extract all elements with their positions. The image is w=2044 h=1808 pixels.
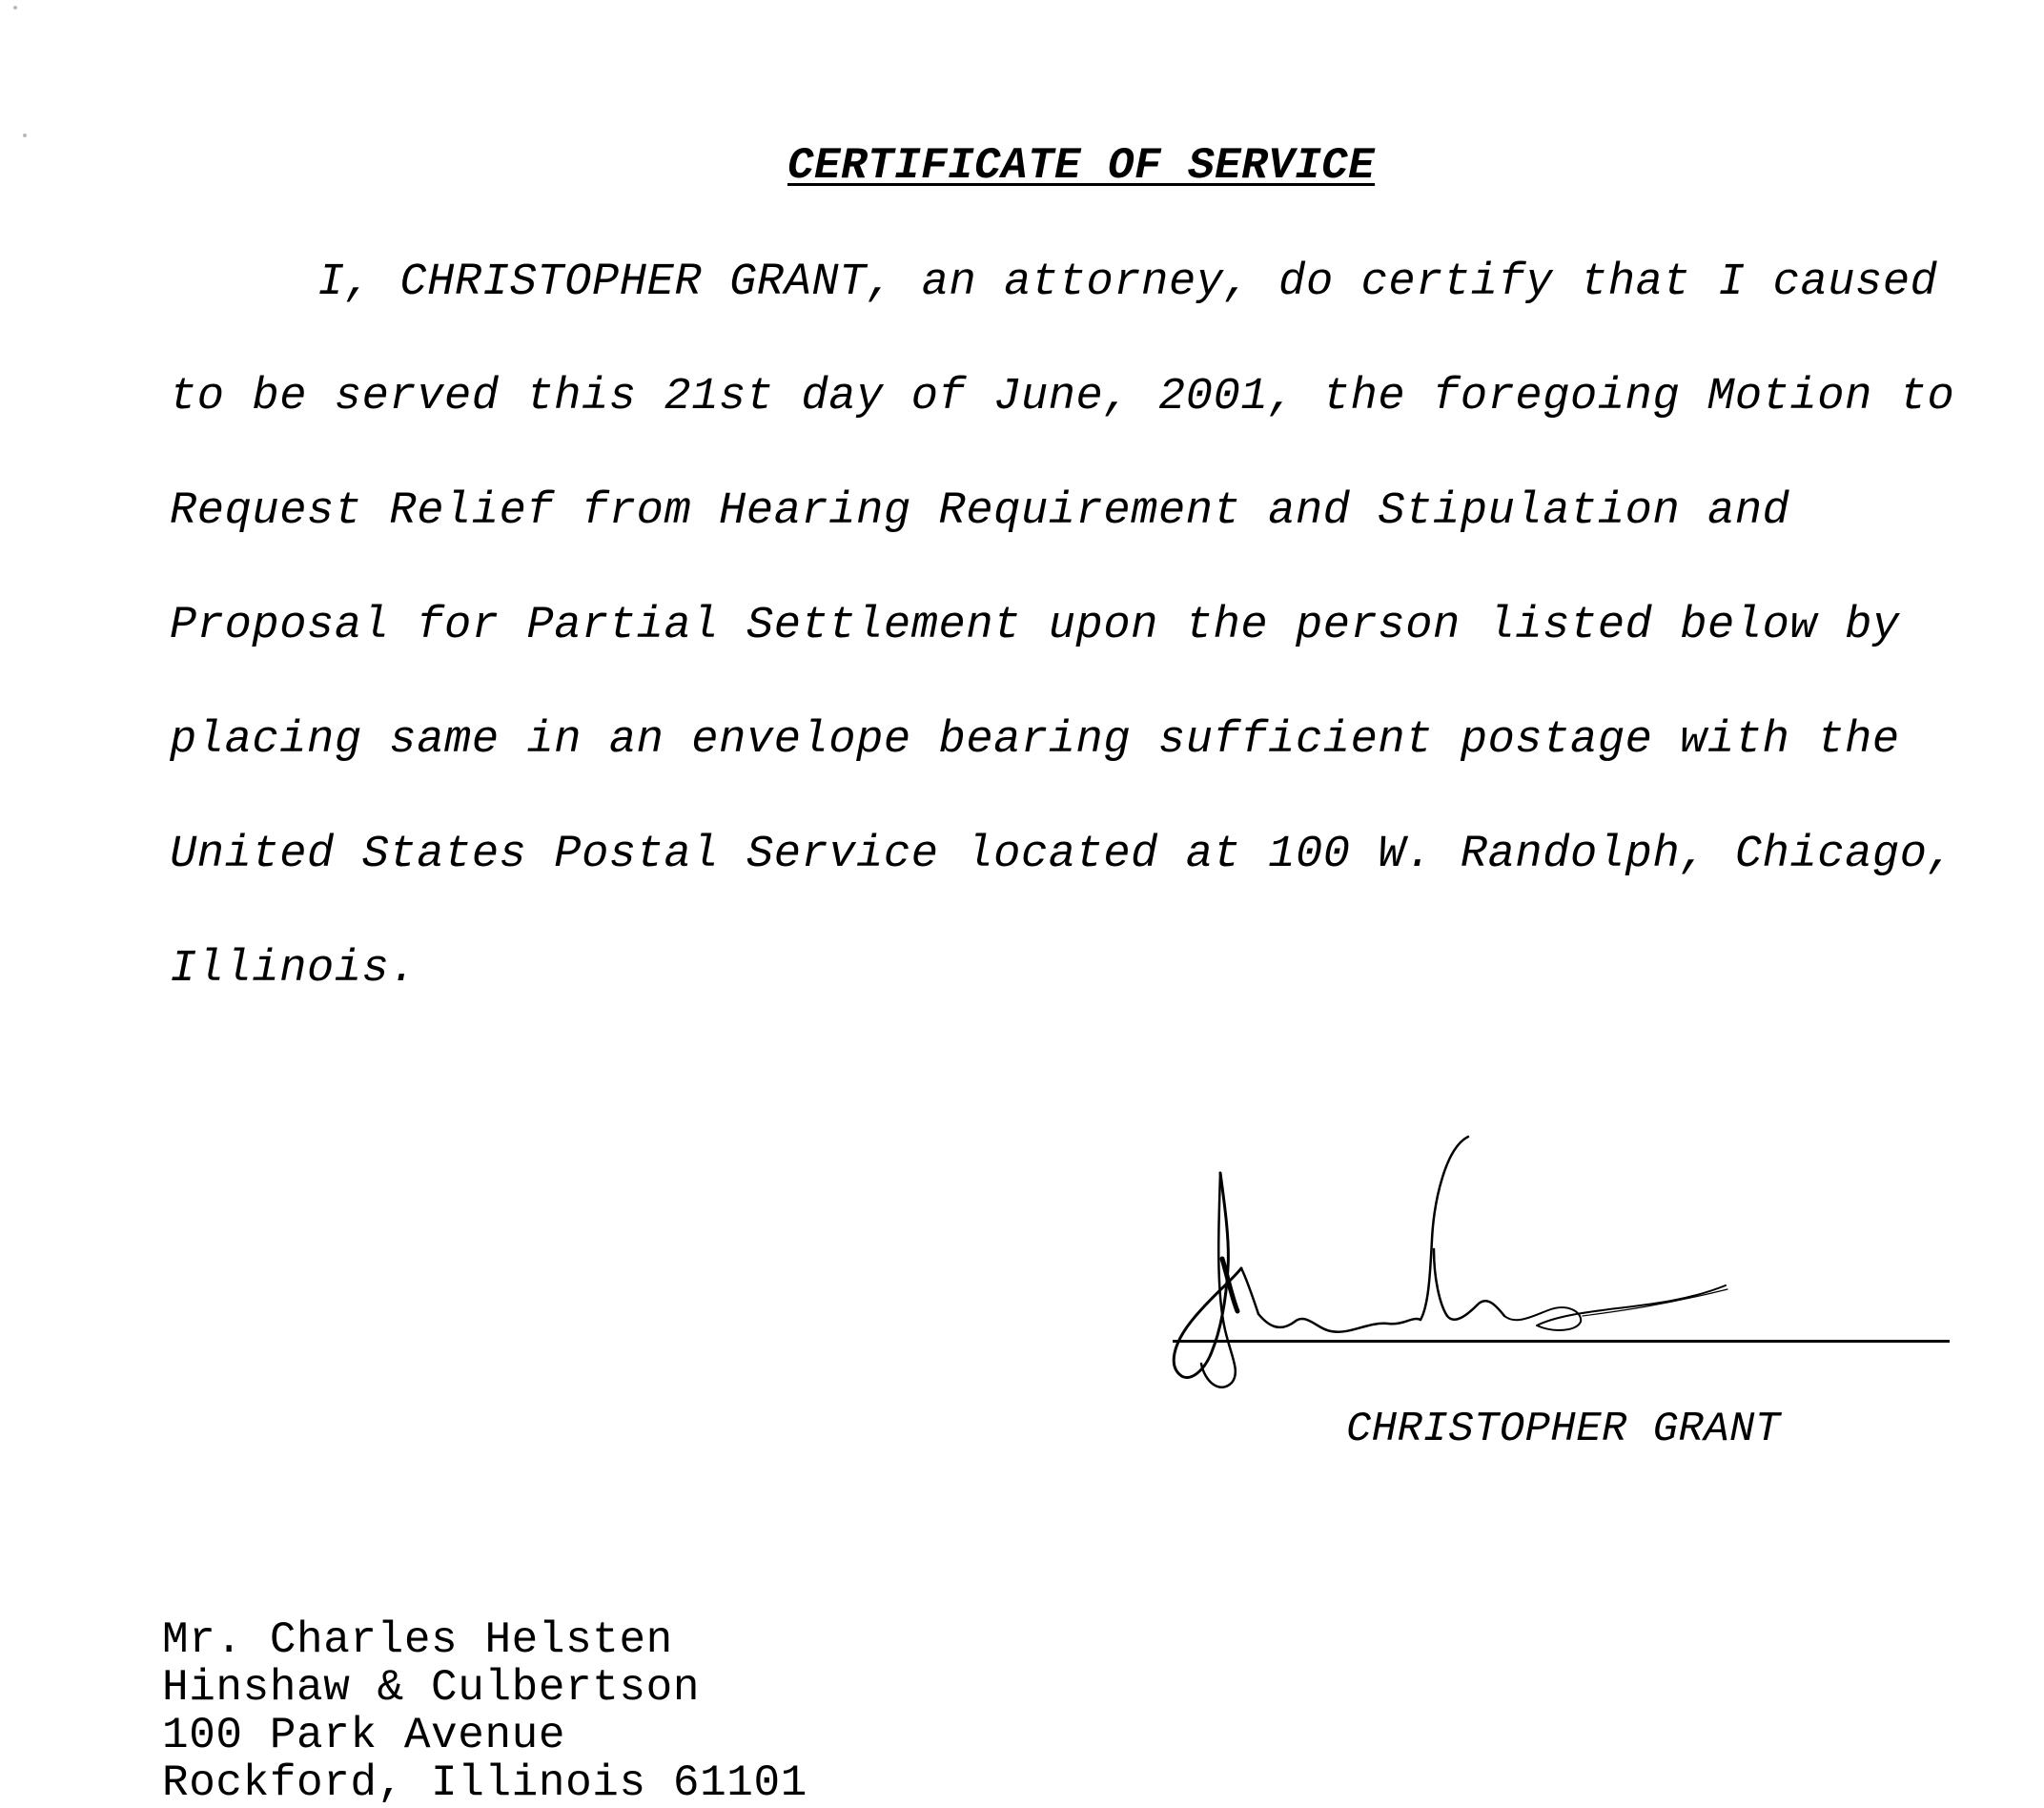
recipient-street: 100 Park Avenue [162,1711,566,1760]
handwritten-signature [1163,1125,1964,1392]
body-line-4: Proposal for Partial Settlement upon the person listed below by [170,601,1900,651]
signature-line [1173,1340,1950,1343]
body-line-1: I, CHRISTOPHER GRANT, an attorney, do certify that I caused [317,257,1938,308]
signer-name: CHRISTOPHER GRANT [1346,1406,1781,1453]
recipient-firm: Hinshaw & Culbertson [162,1663,701,1713]
body-line-6: United States Postal Service located at 100 W. Randolph, Chicago, [170,830,1955,880]
body-line-5: placing same in an envelope bearing sufficient postage with the [170,715,1900,766]
recipient-name: Mr. Charles Helsten [162,1615,673,1665]
recipient-city-state-zip: Rockford, Illinois 61101 [162,1758,807,1808]
body-line-3: Request Relief from Hearing Requirement and Stipulation and [170,486,1790,537]
body-line-7: Illinois. [170,944,418,995]
body-line-2: to be served this 21st day of June, 2001, the foregoing Motion to [170,372,1955,422]
document-title: CERTIFICATE OF SERVICE [787,141,1376,191]
scan-speck [23,134,27,137]
scan-speck [13,6,17,10]
